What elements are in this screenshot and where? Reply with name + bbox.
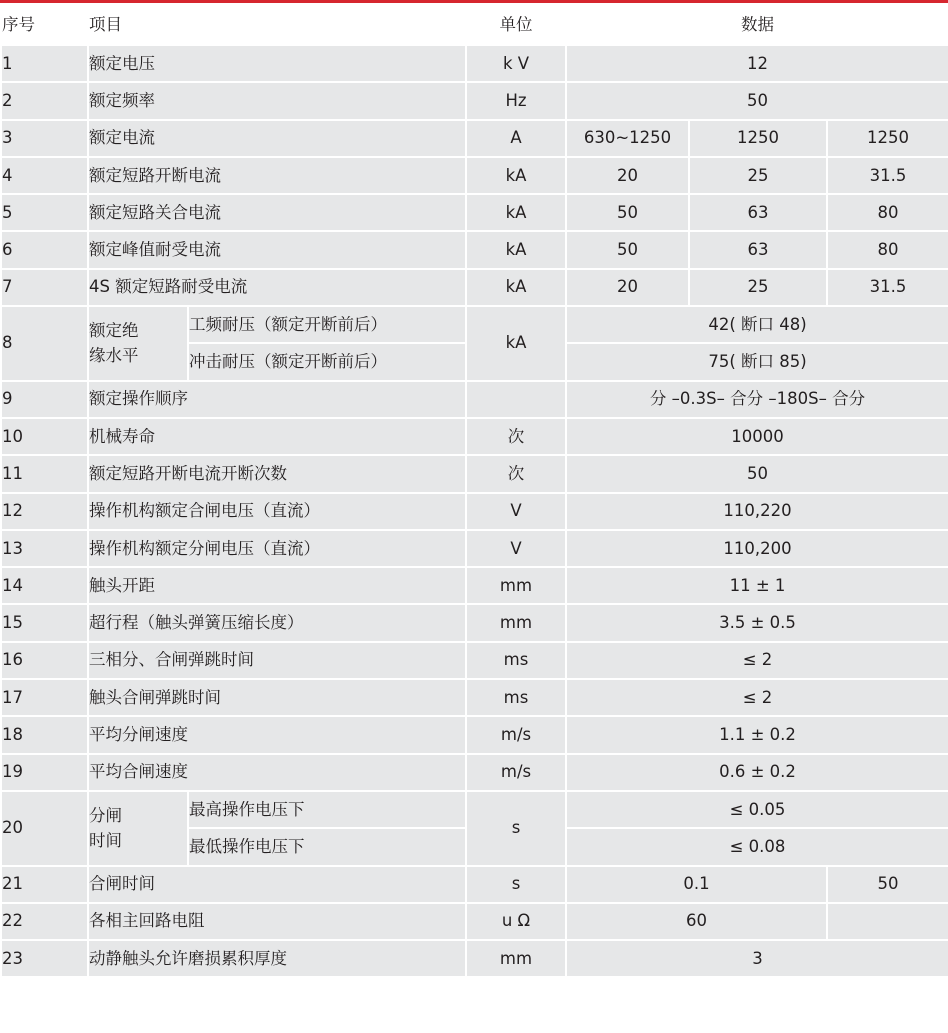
row-unit: kA bbox=[466, 231, 566, 268]
row-value-3: 31.5 bbox=[827, 269, 948, 306]
row-value: ≤ 2 bbox=[566, 642, 948, 679]
row-value: 42( 断口 48) bbox=[566, 306, 948, 343]
header-unit: 单位 bbox=[466, 5, 566, 45]
row-item: 额定峰值耐受电流 bbox=[88, 231, 466, 268]
table-row bbox=[1, 493, 948, 530]
row-value: 0.6 ± 0.2 bbox=[566, 754, 948, 791]
table-row bbox=[1, 455, 948, 492]
row-group-label bbox=[88, 306, 188, 381]
row-unit: s bbox=[466, 866, 566, 903]
row-subitem: 最低操作电压下 bbox=[188, 828, 466, 865]
row-unit: ms bbox=[466, 642, 566, 679]
row-seq: 1 bbox=[1, 45, 88, 82]
header-item: 项目 bbox=[88, 5, 466, 45]
row-seq: 7 bbox=[1, 269, 88, 306]
table-row bbox=[1, 530, 948, 567]
group-line-2: 缘水平 bbox=[89, 346, 139, 366]
row-item: 平均分闸速度 bbox=[88, 716, 466, 753]
row-item: 额定短路关合电流 bbox=[88, 194, 466, 231]
row-unit: k V bbox=[466, 45, 566, 82]
row-value-2: 1250 bbox=[689, 120, 827, 157]
row-seq: 19 bbox=[1, 754, 88, 791]
table-row bbox=[1, 45, 948, 82]
row-item: 机械寿命 bbox=[88, 418, 466, 455]
row-unit: s bbox=[466, 791, 566, 866]
row-unit: mm bbox=[466, 567, 566, 604]
row-seq: 5 bbox=[1, 194, 88, 231]
table-row bbox=[1, 754, 948, 791]
row-item: 额定频率 bbox=[88, 82, 466, 119]
row-seq: 14 bbox=[1, 567, 88, 604]
row-seq: 6 bbox=[1, 231, 88, 268]
row-unit: A bbox=[466, 120, 566, 157]
row-value: 3.5 ± 0.5 bbox=[566, 604, 948, 641]
row-unit: Hz bbox=[466, 82, 566, 119]
row-value-3: 50 bbox=[827, 866, 948, 903]
row-seq: 17 bbox=[1, 679, 88, 716]
row-value: 75( 断口 85) bbox=[566, 343, 948, 380]
row-subitem: 冲击耐压（额定开断前后） bbox=[188, 343, 466, 380]
top-accent-line bbox=[0, 0, 948, 3]
row-value-1: 0.1 bbox=[566, 866, 827, 903]
group-line-2: 时间 bbox=[89, 831, 122, 851]
row-value-1: 630~1250 bbox=[566, 120, 689, 157]
table-row bbox=[1, 791, 948, 828]
table-row bbox=[1, 866, 948, 903]
row-seq: 21 bbox=[1, 866, 88, 903]
row-unit: mm bbox=[466, 940, 566, 977]
row-seq: 20 bbox=[1, 791, 88, 866]
row-group-label-text bbox=[89, 803, 122, 853]
table-row bbox=[1, 306, 948, 343]
row-value-1: 20 bbox=[566, 269, 689, 306]
row-item: 额定短路开断电流开断次数 bbox=[88, 455, 466, 492]
table-row bbox=[1, 82, 948, 119]
row-item: 合闸时间 bbox=[88, 866, 466, 903]
row-value-2: 63 bbox=[689, 231, 827, 268]
row-seq: 11 bbox=[1, 455, 88, 492]
table-header-row bbox=[1, 5, 948, 45]
table-row bbox=[1, 642, 948, 679]
row-item: 4S 额定短路耐受电流 bbox=[88, 269, 466, 306]
row-unit: kA bbox=[466, 157, 566, 194]
row-seq: 4 bbox=[1, 157, 88, 194]
row-value-1: 50 bbox=[566, 194, 689, 231]
row-value: 1.1 ± 0.2 bbox=[566, 716, 948, 753]
row-value: 50 bbox=[566, 455, 948, 492]
row-value-2: 63 bbox=[689, 194, 827, 231]
row-group-label bbox=[88, 791, 188, 866]
header-seq: 序号 bbox=[1, 5, 88, 45]
row-seq: 13 bbox=[1, 530, 88, 567]
row-unit: V bbox=[466, 493, 566, 530]
row-unit: ms bbox=[466, 679, 566, 716]
row-value-3: 1250 bbox=[827, 120, 948, 157]
row-value: ≤ 0.05 bbox=[566, 791, 948, 828]
group-line-1: 额定绝 bbox=[89, 321, 139, 341]
row-seq: 3 bbox=[1, 120, 88, 157]
row-value-1: 60 bbox=[566, 903, 827, 940]
row-value: 10000 bbox=[566, 418, 948, 455]
table-row bbox=[1, 679, 948, 716]
row-item: 各相主回路电阻 bbox=[88, 903, 466, 940]
table-row bbox=[1, 120, 948, 157]
row-seq: 16 bbox=[1, 642, 88, 679]
row-unit: u Ω bbox=[466, 903, 566, 940]
row-value: ≤ 2 bbox=[566, 679, 948, 716]
row-value: 110,200 bbox=[566, 530, 948, 567]
row-item: 触头开距 bbox=[88, 567, 466, 604]
row-seq: 12 bbox=[1, 493, 88, 530]
row-value-3: 80 bbox=[827, 194, 948, 231]
table-row bbox=[1, 231, 948, 268]
group-line-1: 分闸 bbox=[89, 806, 122, 826]
row-item: 超行程（触头弹簧压缩长度） bbox=[88, 604, 466, 641]
table-row bbox=[1, 567, 948, 604]
row-value-3: 80 bbox=[827, 231, 948, 268]
row-item: 操作机构额定分闸电压（直流） bbox=[88, 530, 466, 567]
row-value-3: 31.5 bbox=[827, 157, 948, 194]
header-data: 数据 bbox=[566, 5, 948, 45]
row-unit: m/s bbox=[466, 716, 566, 753]
spec-table bbox=[0, 4, 948, 978]
row-seq: 15 bbox=[1, 604, 88, 641]
row-item: 平均合闸速度 bbox=[88, 754, 466, 791]
table-row bbox=[1, 716, 948, 753]
row-value: ≤ 0.08 bbox=[566, 828, 948, 865]
row-unit: V bbox=[466, 530, 566, 567]
row-value-2: 25 bbox=[689, 157, 827, 194]
row-unit bbox=[466, 381, 566, 418]
row-seq: 8 bbox=[1, 306, 88, 381]
row-seq: 23 bbox=[1, 940, 88, 977]
row-value-empty bbox=[827, 903, 948, 940]
row-unit: 次 bbox=[466, 418, 566, 455]
row-group-label-text bbox=[89, 318, 139, 368]
row-item: 额定电流 bbox=[88, 120, 466, 157]
row-item: 操作机构额定合闸电压（直流） bbox=[88, 493, 466, 530]
row-item: 动静触头允许磨损累积厚度 bbox=[88, 940, 466, 977]
row-unit: m/s bbox=[466, 754, 566, 791]
row-item: 额定短路开断电流 bbox=[88, 157, 466, 194]
table-row bbox=[1, 194, 948, 231]
row-value: 12 bbox=[566, 45, 948, 82]
table-row bbox=[1, 418, 948, 455]
row-subitem: 最高操作电压下 bbox=[188, 791, 466, 828]
row-value: 11 ± 1 bbox=[566, 567, 948, 604]
row-value-1: 20 bbox=[566, 157, 689, 194]
row-seq: 10 bbox=[1, 418, 88, 455]
row-value: 3 bbox=[566, 940, 948, 977]
row-value-1: 50 bbox=[566, 231, 689, 268]
row-value: 110,220 bbox=[566, 493, 948, 530]
row-seq: 22 bbox=[1, 903, 88, 940]
row-value-2: 25 bbox=[689, 269, 827, 306]
table-row bbox=[1, 604, 948, 641]
row-value: 分 –0.3S– 合分 –180S– 合分 bbox=[566, 381, 948, 418]
row-item: 三相分、合闸弹跳时间 bbox=[88, 642, 466, 679]
row-unit: kA bbox=[466, 269, 566, 306]
row-item: 额定操作顺序 bbox=[88, 381, 466, 418]
table-row bbox=[1, 269, 948, 306]
row-seq: 2 bbox=[1, 82, 88, 119]
row-seq: 18 bbox=[1, 716, 88, 753]
row-seq: 9 bbox=[1, 381, 88, 418]
table-row bbox=[1, 903, 948, 940]
row-unit: kA bbox=[466, 194, 566, 231]
table-row bbox=[1, 940, 948, 977]
row-unit: mm bbox=[466, 604, 566, 641]
row-value: 50 bbox=[566, 82, 948, 119]
table-row bbox=[1, 157, 948, 194]
row-subitem: 工频耐压（额定开断前后） bbox=[188, 306, 466, 343]
row-unit: 次 bbox=[466, 455, 566, 492]
row-item: 触头合闸弹跳时间 bbox=[88, 679, 466, 716]
row-item: 额定电压 bbox=[88, 45, 466, 82]
table-row bbox=[1, 381, 948, 418]
row-unit: kA bbox=[466, 306, 566, 381]
